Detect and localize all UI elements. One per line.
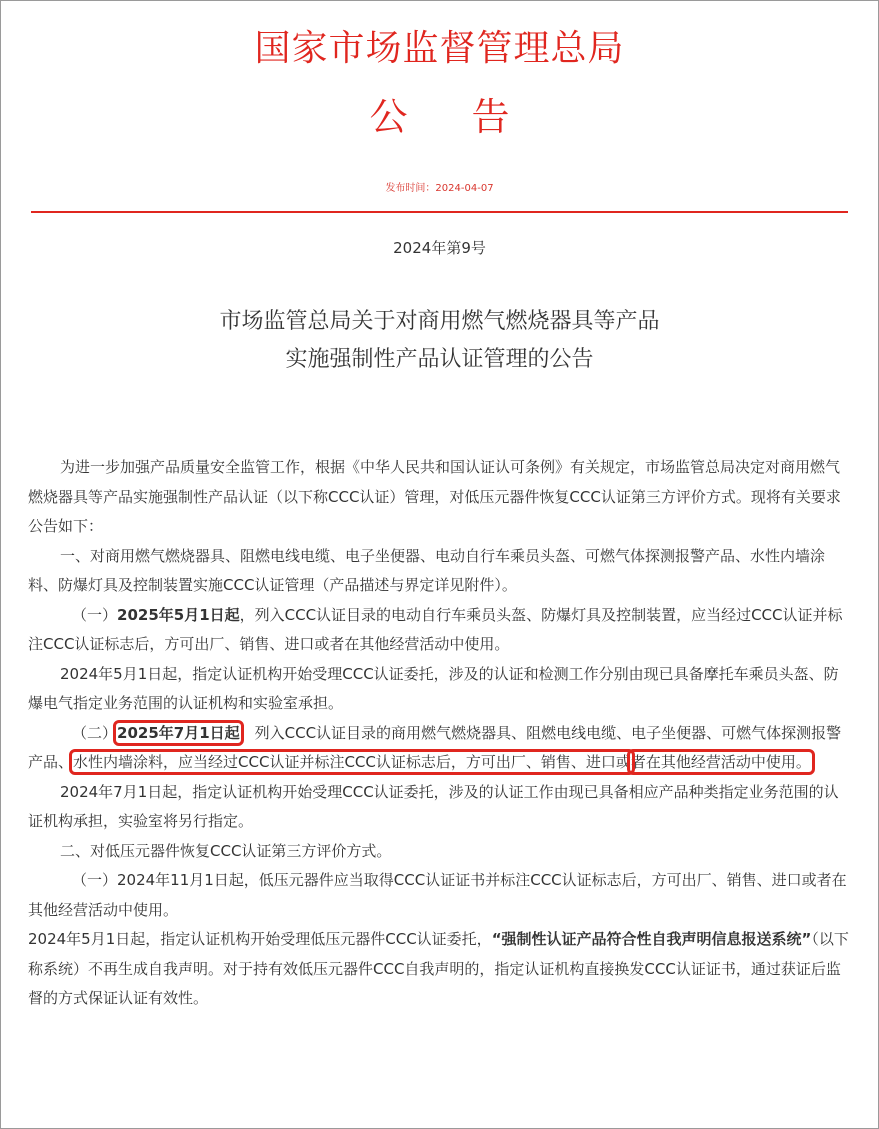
- doc-title-line2: 实施强制性产品认证管理的公告: [285, 347, 594, 372]
- paragraph-1-1-note: 2024年5月1日起，指定认证机构开始受理CCC认证委托，涉及的认证和检测工作分别由现已具备摩托车乘员头盔、防爆电气指定业务范围的认证机构和实验室承担。: [28, 664, 839, 712]
- paragraph-2-1-note: [28, 925, 850, 1014]
- clause-prefix: （一）: [72, 605, 118, 624]
- note-text: 2024年5月1日起，指定认证机构开始受理低压元器件CCC认证委托，: [28, 930, 492, 948]
- paragraph-1-2: [28, 719, 850, 778]
- agency-header: 国家市场监督管理总局: [254, 28, 625, 69]
- doc-type-header: 公告: [369, 95, 574, 139]
- doc-title-line1: 市场监管总局关于对商用燃气燃烧器具等产品: [219, 309, 660, 334]
- paragraph-section-1: 一、对商用燃气燃烧器具、阻燃电线电缆、电子坐便器、电动自行车乘员头盔、可燃气体探测报警产品、水性内墙涂料、防爆灯具及控制装置实施CCC认证管理（产品描述与界定详见附件）。: [28, 546, 826, 594]
- paragraph-section-2: 二、对低压元器件恢复CCC认证第三方评价方式。: [60, 841, 392, 860]
- header-divider: [31, 211, 848, 213]
- clause-prefix: （二）: [72, 723, 118, 742]
- note-text-rest: （以下称系统）不再生成自我声明。对于持有效低压元器件CCC自我声明的，指定认证机构直接换发CCC认证证书，通过获证后监督的方式保证认证有效性。: [28, 930, 849, 1007]
- highlighted-date: 2025年7月1日起: [117, 723, 240, 742]
- highlighted-clause-a: 水性内墙涂料，应当经过CCC认证并标注CCC认证标志后，方可出厂、销售、进口或: [73, 753, 631, 771]
- clause-text: ，列入CCC认证目录的电动自行车乘员头盔、防爆灯具及控制装置，应当经过CCC认证并标注CCC认证标志后，方可出厂、销售、进口或者在其他经营活动中使用。: [28, 605, 843, 653]
- paragraph-2-1: （一）2024年11月1日起，低压元器件应当取得CCC认证证书并标注CCC认证标志后，方可出厂、销售、进口或者在其他经营活动中使用。: [28, 871, 847, 919]
- effective-date: 2025年5月1日起: [117, 605, 240, 624]
- announcement-body: [28, 453, 850, 1014]
- system-name: “强制性认证产品符合性自我声明信息报送系统”: [491, 930, 812, 948]
- doc-title: [1, 303, 878, 379]
- highlighted-clause-b: 者在其他经营活动中使用。: [630, 753, 811, 771]
- clause-text: ，列入CCC认证目录的商用燃气燃烧器具、阻燃电线电缆、电子坐便器、可燃气体探测报警产品、: [28, 723, 842, 771]
- paragraph-1-1: [28, 601, 850, 660]
- publish-time: 发布时间：2024-04-07: [385, 183, 494, 194]
- doc-number: 2024年第9号: [393, 239, 486, 257]
- paragraph-1-2-note: 2024年7月1日起，指定认证机构开始受理CCC认证委托，涉及的认证工作由现已具备相应产品种类指定业务范围的认证机构承担，实验室将另行指定。: [28, 782, 839, 830]
- paragraph-intro: 为进一步加强产品质量安全监管工作，根据《中华人民共和国认证认可条例》有关规定，市场监管总局决定对商用燃气燃烧器具等产品实施强制性产品认证（以下称CCC认证）管理，对低压元器件恢复CCC认证第三方评价方式。现将有关要求公告如下：: [28, 458, 841, 535]
